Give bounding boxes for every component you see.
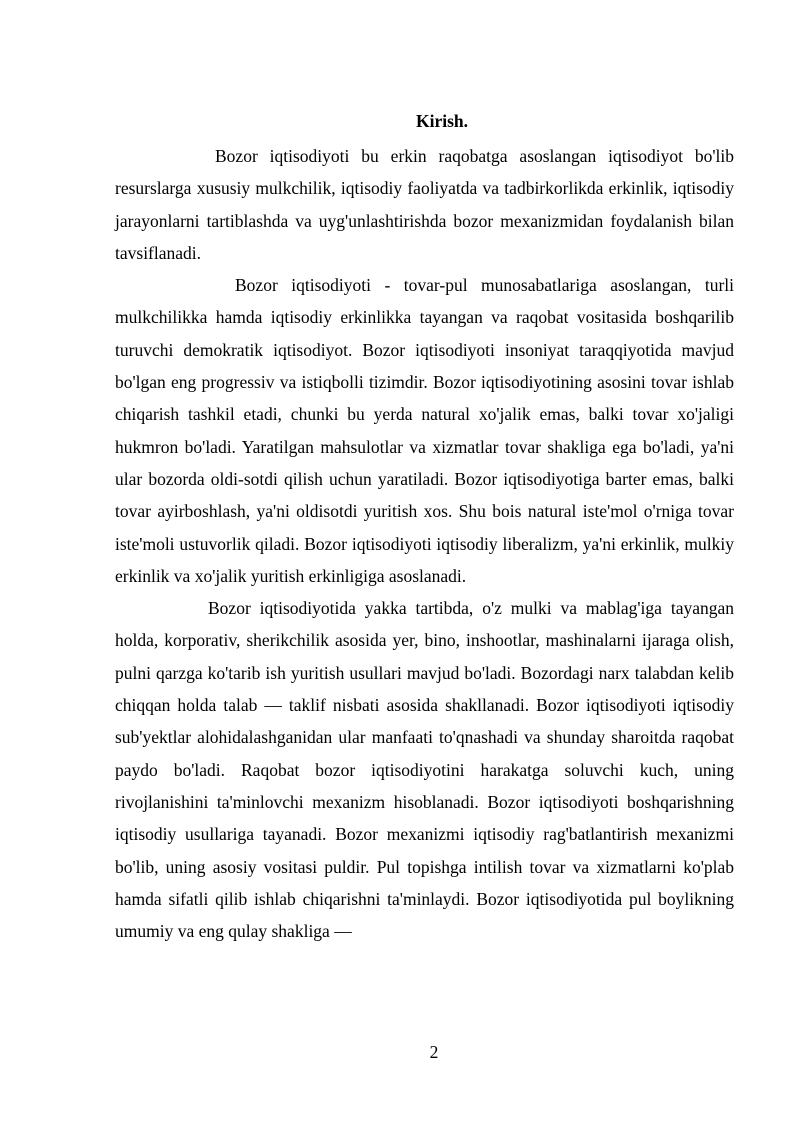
- page-number: 2: [429, 1042, 439, 1062]
- body-text: [115, 140, 734, 947]
- paragraph-3: Bozor iqtisodiyotida yakka tartibda, o'z mulki va mablag'iga tayangan holda, korporativ, sherikchilik asosida yer, bino, inshootlar, mashinalarni ijaraga olish, pulni qarzga ko'tarib ish yuritish usullari mavjud bo'ladi. Bozordagi narx talabdan kelib chiqqan holda talab — taklif nisbati asosida shakllanadi. Bozor iqtisodiyoti iqtisodiy sub'yektlar alohidalashganidan ular manfaati to'qnashadi va shunday sharoitda raqobat paydo bo'ladi. Raqobat bozor iqtisodiyotini harakatga soluvchi kuch, uning rivojlanishini ta'minlovchi mexanizm hisoblanadi. Bozor iqtisodiyoti boshqarishning iqtisodiy usullariga tayanadi. Bozor mexanizmi iqtisodiy rag'batlantirish mexanizmi bo'lib, uning asosiy vositasi puldir. Pul topishga intilish tovar va xizmatlarni ko'plab hamda sifatli qilib ishlab chiqarishni ta'minlaydi. Bozor iqtisodiyotida pul boylikning umumiy va eng qulay shakliga —: [115, 598, 734, 942]
- paragraph-1: Bozor iqtisodiyoti bu erkin raqobatga asoslangan iqtisodiyot bo'lib resurslarga xususiy mulkchilik, iqtisodiy faoliyatda va tadbirkorlikda erkinlik, iqtisodiy jarayonlarni tartiblashda va uyg'unlashtirishda bozor mexanizmidan foydalanish bilan tavsiflanadi.: [115, 146, 734, 263]
- paragraph-2: Bozor iqtisodiyoti - tovar-pul munosabatlariga asoslangan, turli mulkchilikka hamda iqtisodiy erkinlikka tayangan va raqobat vositasida boshqarilib turuvchi demokratik iqtisodiyot. Bozor iqtisodiyoti insoniyat taraqqiyotida mavjud bo'lgan eng progressiv va istiqbolli tizimdir. Bozor iqtisodiyotining asosini tovar ishlab chiqarish tashkil etadi, chunki bu yerda natural xo'jalik emas, balki tovar xo'jaligi hukmron bo'ladi. Yaratilgan mahsulotlar va xizmatlar tovar shakliga ega bo'ladi, ya'ni ular bozorda oldi-sotdi qilish uchun yaratiladi. Bozor iqtisodiyotiga barter emas, balki tovar ayirboshlash, ya'ni oldisotdi yuritish xos. Shu bois natural iste'mol o'rniga tovar iste'moli ustuvorlik qiladi. Bozor iqtisodiyoti iqtisodiy liberalizm, ya'ni erkinlik, mulkiy erkinlik va xo'jalik yuritish erkinligiga asoslanadi.: [115, 275, 734, 586]
- section-heading: Kirish.: [415, 111, 469, 131]
